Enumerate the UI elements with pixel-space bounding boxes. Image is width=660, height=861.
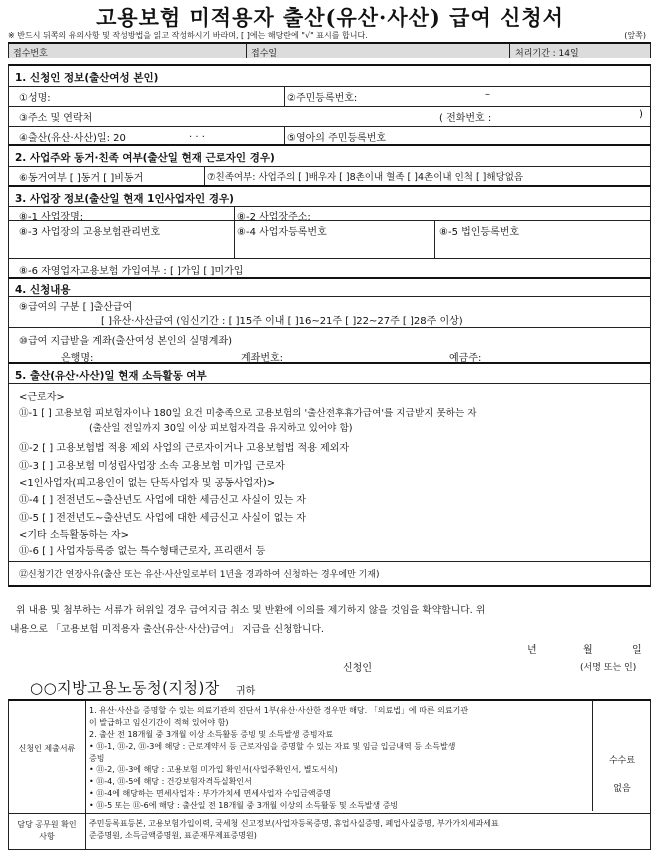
recipient-suffix: 귀하 (236, 686, 256, 697)
income-option-1[interactable]: ⑪-1 [ ] 고용보험 피보험자이나 180일 요건 미충족으로 고용보험의 '출산전후휴가급여'를 지급받지 못하는 자 (19, 408, 477, 419)
rrn-dash: – (485, 89, 490, 100)
extension-reason-field[interactable]: ⑫신청기간 연장사유(출산 또는 유산·사산일로부터 1년을 경과하여 신청하는 경우에만 기재) (19, 570, 380, 580)
processing-period: 처리기간 : 14일 (515, 49, 579, 59)
income-option-6[interactable]: ⑪-6 [ ] 사업자등록증 없는 특수형태근로자, 프리랜서 등 (19, 546, 266, 557)
attachment-line: • ⑪-2, ⑪-3에 해당 : 고용보험 미가입 확인서(사업주확인서, 별도서식) (89, 765, 338, 774)
section5-title: 5. 출산(유산·사산)일 현재 소득활동 여부 (15, 370, 207, 382)
account-number-field[interactable]: 계좌번호: (241, 353, 284, 364)
income-option-5[interactable]: ⑪-5 [ ] 전전년도~출산년도 사업에 대한 세금신고 사실이 없는 자 (19, 513, 306, 524)
attachment-line: • ⑪-5 또는 ⑪-6에 해당 : 출산일 전 18개월 중 3개월 이상의 소득활동 및 소득발생 증빙 (89, 801, 399, 810)
receipt-number-label: 접수번호 (13, 49, 48, 59)
page-side: (앞쪽) (624, 31, 646, 40)
bank-name-field[interactable]: 은행명: (61, 353, 94, 364)
attachment-line: • ⑪-4에 해당하는 면세사업자 : 부가가치세 면세사업자 수입금액증명 (89, 789, 332, 798)
section3-title: 3. 사업장 정보(출산일 현재 1인사업자인 경우) (15, 193, 234, 205)
section4-title: 4. 신청내용 (15, 284, 71, 296)
applicant-label: 신청인 (343, 663, 372, 674)
other-income-heading: <기타 소득활동하는 자> (19, 530, 130, 541)
birth-date-dots: . . . (189, 129, 205, 140)
income-option-1-note: (출산일 전일까지 30일 이상 피보험자격을 유지하고 있어야 함) (89, 423, 353, 434)
declaration-line-1: 위 내용 및 첨부하는 서류가 허위일 경우 급여지급 취소 및 반환에 이의를 제기하지 않을 것임을 확약합니다. 위 (16, 605, 486, 616)
birth-date-field[interactable]: ④출산(유산·사산)일: 20 (19, 133, 126, 144)
biz-insurance-no-field[interactable]: ⑧-3 사업장의 고용보험관리번호 (19, 227, 161, 238)
date-day[interactable]: 일 (632, 645, 642, 656)
section-applicant (8, 64, 651, 144)
phone-close: ) (639, 109, 643, 120)
address-field[interactable]: ③주소 및 연락처 (19, 113, 93, 124)
date-month[interactable]: 월 (583, 645, 593, 656)
section1-title: 1. 신청인 정보(출산여성 본인) (15, 72, 159, 84)
relation-field[interactable]: ⑦친족여부: 사업주의 [ ]배우자 [ ]8촌이내 혈족 [ ]4촌이내 인척 [ ]해당없음 (207, 172, 524, 183)
recipient-office: ○○지방고용노동청(지청)장 (30, 679, 220, 697)
account-holder-field[interactable]: 예금주: (449, 353, 482, 364)
name-field[interactable]: ①성명: (19, 93, 51, 104)
receipt-row (8, 42, 651, 58)
attachment-line: • ⑪-4, ⑪-5에 해당 : 건강보험자격득실확인서 (89, 777, 252, 786)
section-business (8, 185, 651, 277)
self-employed-insurance-field[interactable]: ⑧-6 자영업자고용보험 가입여부 : [ ]가입 [ ]미가입 (19, 266, 244, 277)
income-option-3[interactable]: ⑪-3 [ ] 고용보험 미성립사업장 소속 고용보험 미가입 근로자 (19, 461, 285, 472)
phone-field[interactable]: ( 전화번호 : (439, 113, 492, 124)
declaration-line-2: 내용으로 「고용보험 미적용자 출산(유산·사산)급여」 지급을 신청합니다. (10, 624, 325, 635)
section-income (8, 362, 651, 587)
account-field: ⑩급여 지급받을 계좌(출산여성 본인의 실명계좌) (19, 336, 233, 347)
sole-proprietor-heading: <1인사업자(피고용인이 없는 단독사업자 및 공동사업자)> (19, 478, 276, 489)
income-option-4[interactable]: ⑪-4 [ ] 전전년도~출산년도 사업에 대한 세금신고 사실이 있는 자 (19, 495, 306, 506)
income-option-2[interactable]: ⑪-2 [ ] 고용보험법 적용 제외 사업의 근로자이거나 고용보험법 적용 제외자 (19, 443, 350, 454)
benefit-type-field[interactable]: ⑨급여의 구분 [ ]출산급여 (19, 302, 133, 313)
cohabit-field[interactable]: ⑥동거여부 [ ]동거 [ ]비동거 (19, 173, 144, 184)
fee-label: 수수료 (608, 756, 636, 766)
attachment-line: 1. 유산·사산을 증명할 수 있는 의료기관의 진단서 1부(유산·사산한 경우만 해당. 「의료법」에 따른 의료기관 (89, 706, 469, 715)
section2-title: 2. 사업주와 동거·친족 여부(출산일 현재 근로자인 경우) (15, 152, 275, 164)
worker-heading: <근로자> (19, 392, 65, 403)
official-check-line-1: 주민등록표등본, 고용보험가입이력, 국세청 신고정보(사업자등록증명, 휴업사실증명, 폐업사실증명, 부가가치세과세표 (89, 819, 499, 828)
section-request (8, 277, 651, 362)
infant-rrn-field[interactable]: ⑤영아의 주민등록번호 (287, 133, 387, 144)
attachment-line: 2. 출산 전 18개월 중 3개월 이상 소득활동 증빙 및 소득발생 증빙자료 (89, 730, 334, 739)
corp-reg-no-field[interactable]: ⑧-5 법인등록번호 (439, 227, 520, 238)
official-check-label: 담당 공무원 확인사항 (17, 820, 77, 841)
attachment-line: • ⑪-1, ⑪-2, ⑪-3에 해당 : 근로계약서 등 근로자임을 증명할 수 있는 자료 및 임금 입금내역 등 소득발생 (89, 742, 456, 751)
rrn-field[interactable]: ②주민등록번호: (287, 93, 358, 104)
fee-value: 없음 (613, 784, 631, 794)
biz-address-field[interactable]: ⑧-2 사업장주소: (237, 212, 311, 223)
section-relation (8, 144, 651, 185)
receipt-date-label: 접수일 (251, 49, 278, 59)
signature-field[interactable]: (서명 또는 인) (580, 663, 637, 673)
biz-name-field[interactable]: ⑧-1 사업장명: (19, 212, 84, 223)
attachments-label: 신청인 제출서류 (18, 744, 76, 753)
attachment-line: 이 발급하고 임신기간이 적혀 있어야 함) (89, 718, 229, 727)
form-title: 고용보험 미적용자 출산(유산·사산) 급여 신청서 (96, 5, 564, 30)
date-year[interactable]: 년 (527, 645, 537, 656)
miscarriage-benefit-field[interactable]: [ ]유산·사산급여 (임신기간 : [ ]15주 이내 [ ]16~21주 [ ]22~27주 [ ]28주 이상) (101, 316, 463, 327)
attachment-line: 증빙 (89, 754, 105, 763)
attachments-table (8, 699, 651, 850)
official-check-line-2: 준증명원, 소득금액증명원, 표준재무제표증명원) (89, 831, 257, 840)
form-notice: ※ 반드시 뒤쪽의 유의사항 및 작성방법을 읽고 작성하시기 바라며, [ ]에는 해당란에 "√" 표시를 합니다. (8, 31, 368, 40)
biz-reg-no-field[interactable]: ⑧-4 사업자등록번호 (237, 227, 327, 238)
